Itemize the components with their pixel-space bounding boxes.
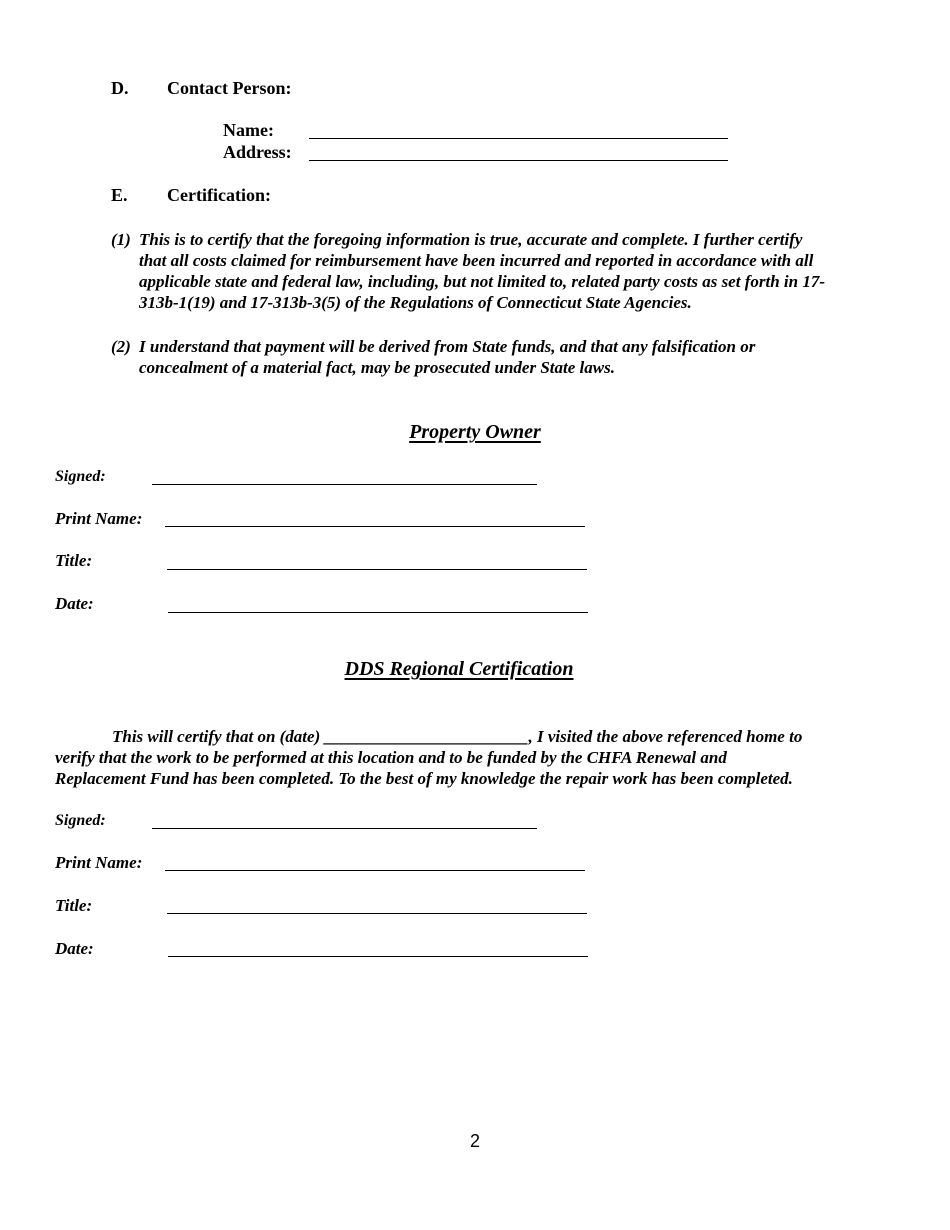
- dds-print-name-label: Print Name:: [55, 853, 143, 872]
- dds-title-label: Title:: [55, 896, 93, 915]
- dds-print-name-line[interactable]: [165, 870, 585, 871]
- dds-statement-line: Replacement Fund has been completed. To the best of my knowledge the repair work has been completed.: [55, 769, 793, 788]
- contact-address-line[interactable]: [309, 160, 728, 161]
- dds-signed-label: Signed:: [55, 812, 106, 829]
- certification-item-2-line: I understand that payment will be derived from State funds, and that any falsification or: [139, 337, 756, 356]
- dds-statement-line: verify that the work to be performed at this location and to be funded by the CHFA Renewal and: [55, 748, 727, 767]
- page-number: 2: [469, 1131, 480, 1151]
- dds-statement: [55, 726, 915, 792]
- contact-name-label: Name:: [223, 120, 274, 140]
- certification-item-2-line: concealment of a material fact, may be prosecuted under State laws.: [139, 358, 615, 377]
- owner-date-line[interactable]: [168, 612, 588, 613]
- certification-item-1-text: [139, 229, 825, 313]
- section-d-letter: D.: [111, 78, 129, 98]
- dds-signed-line[interactable]: [152, 828, 537, 829]
- section-d-title: Contact Person:: [167, 78, 292, 98]
- contact-name-line[interactable]: [309, 138, 728, 139]
- owner-signed-line[interactable]: [152, 484, 537, 485]
- dds-title-line[interactable]: [167, 913, 587, 914]
- contact-address-label: Address:: [223, 142, 292, 162]
- section-e-letter: E.: [111, 185, 128, 205]
- certification-item-2: [111, 336, 911, 380]
- property-owner-heading: Property Owner: [409, 421, 541, 443]
- owner-date-label: Date:: [55, 594, 94, 613]
- dds-date-line[interactable]: [168, 956, 588, 957]
- certification-item-2-marker: (2): [111, 337, 131, 356]
- certification-item-1-marker: (1): [111, 230, 131, 249]
- section-e-title: Certification:: [167, 185, 271, 205]
- certification-item-1: [111, 229, 911, 319]
- certification-item-1-line: applicable state and federal law, including, but not limited to, related party costs as set forth in 17-: [139, 272, 825, 291]
- owner-signed-label: Signed:: [55, 468, 106, 485]
- owner-print-name-label: Print Name:: [55, 509, 143, 528]
- owner-print-name-line[interactable]: [165, 526, 585, 527]
- certification-item-2-text: [139, 336, 755, 378]
- dds-heading: DDS Regional Certification: [344, 658, 574, 680]
- dds-date-label: Date:: [55, 939, 94, 958]
- certification-item-1-line: 313b-1(19) and 17-313b-3(5) of the Regulations of Connecticut State Agencies.: [139, 293, 692, 312]
- owner-title-label: Title:: [55, 551, 93, 570]
- certification-item-1-line: that all costs claimed for reimbursement have been incurred and reported in accordance with all: [139, 251, 814, 270]
- dds-statement-line: This will certify that on (date) ________________________, I visited the above referenced home to: [112, 727, 803, 746]
- owner-title-line[interactable]: [167, 569, 587, 570]
- certification-item-1-line: This is to certify that the foregoing information is true, accurate and complete. I further certify: [139, 230, 803, 249]
